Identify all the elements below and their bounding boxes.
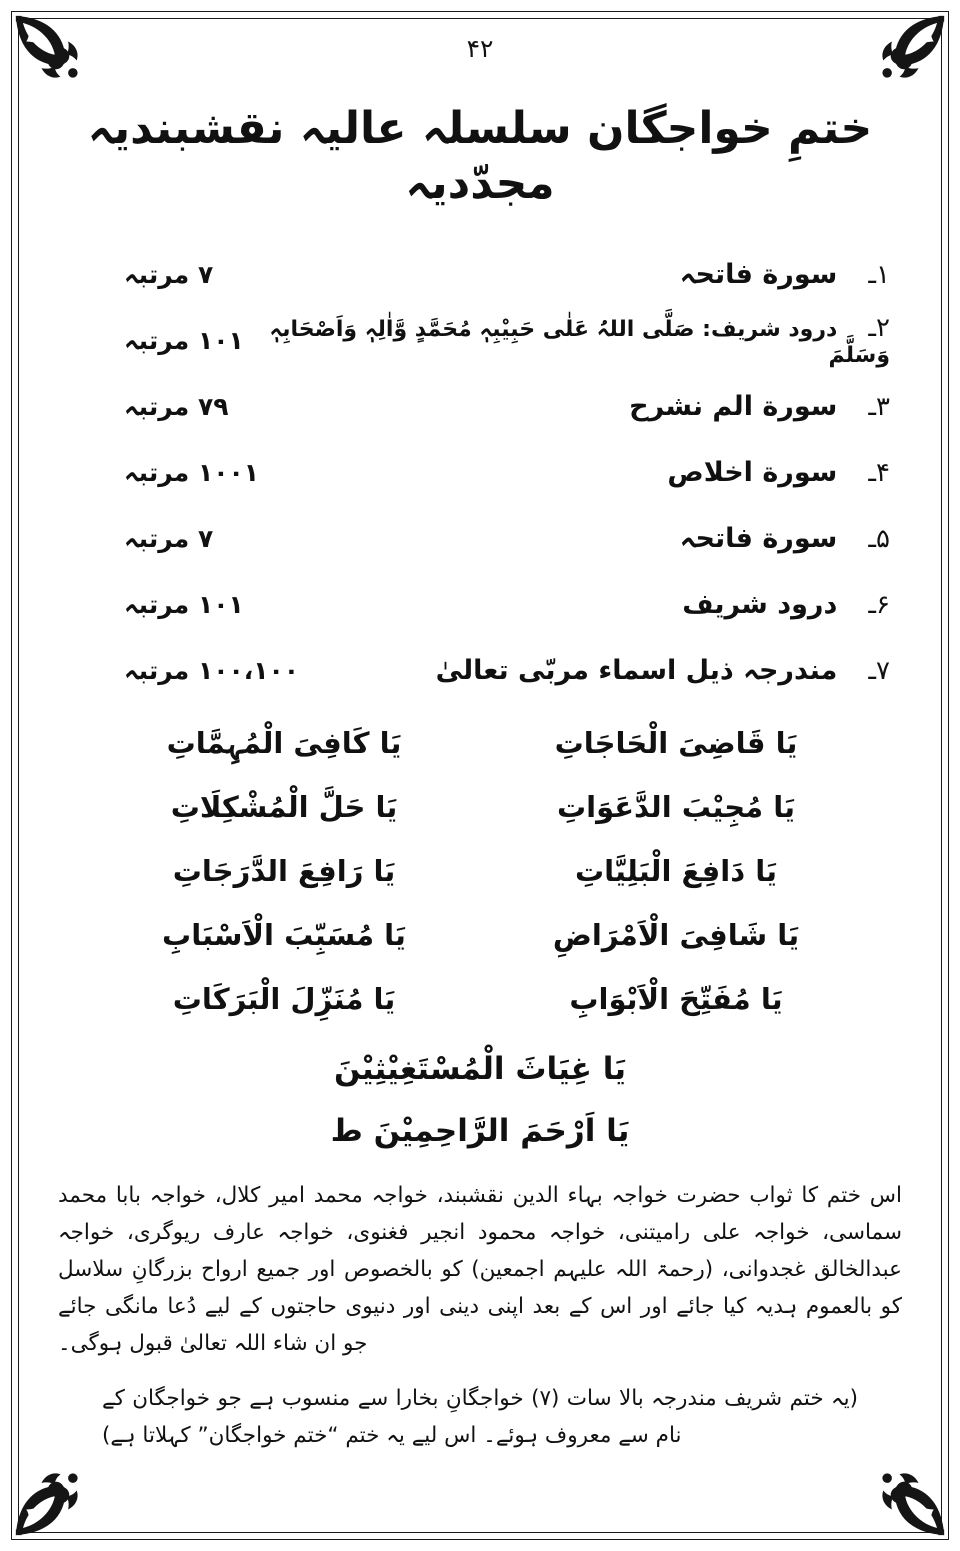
divine-names-grid [58, 711, 902, 1031]
item-count: ۱۰۱ مرتبہ [124, 325, 244, 355]
recitation-item-2 [124, 307, 890, 373]
item-count: ۷ مرتبہ [124, 259, 214, 289]
item-number: ۱ـ [868, 259, 890, 290]
names-row [88, 903, 872, 967]
recitation-label [680, 259, 890, 290]
recitation-label [667, 457, 890, 488]
item-count: ۱۰۰،۱۰۰ مرتبہ [124, 655, 300, 685]
item-number: ۳ـ [868, 391, 890, 422]
divine-name-centered: یَا اَرْحَمَ الرَّاحِمِیْنَ ط [330, 1113, 630, 1149]
item-title: سورة فاتحہ [679, 258, 838, 290]
divine-name: یَا حَلَّ الْمُشْکِلَاتِ [170, 790, 398, 824]
divine-name: یَا رَافِعَ الدَّرَجَاتِ [172, 854, 396, 888]
names-row [88, 839, 872, 903]
names-row [88, 711, 872, 775]
recitation-item-7 [124, 637, 890, 703]
item-number: ۷ـ [868, 655, 890, 686]
page-number: ۴۲ [466, 34, 494, 63]
divine-name: یَا شَافِیَ الْاَمْرَاضِ [552, 918, 800, 952]
item-title: سورة اخلاص [667, 456, 838, 488]
recitation-label [244, 313, 890, 368]
divine-name: یَا مُفَتِّحَ الْاَبْوَابِ [569, 982, 783, 1016]
item-title: درود شریف: صَلَّی اللہُ عَلٰی حَبِیْبِہٖ مُحَمَّدٍ وَّاٰلِہٖ وَاَصْحَابِہٖ وَسَلَّمَ [269, 316, 890, 368]
item-count: ۱۰۰۱ مرتبہ [124, 457, 260, 487]
divine-name: یَا کَافِیَ الْمُہِمَّاتِ [166, 726, 402, 760]
names-row [88, 775, 872, 839]
item-title: سورة فاتحہ [679, 522, 838, 554]
recitation-label [436, 655, 890, 686]
note-paragraph: (یہ ختم شریف مندرجہ بالا سات (۷) خواجگانِ بخارا سے منسوب ہے جو خواجگان کے نام سے معروف ہوئے۔ اس لیے یہ ختم “ختم خواجگان” کہلاتا ہے) [102, 1386, 858, 1448]
divine-name-centered: یَا غِیَاثَ الْمُسْتَغِیْثِیْنَ [333, 1051, 627, 1087]
recitation-item-4 [124, 439, 890, 505]
divine-name: یَا دَافِعَ الْبَلِیَّاتِ [575, 854, 777, 888]
item-number: ۶ـ [868, 589, 890, 620]
dedication-paragraph: اس ختم کا ثواب حضرت خواجہ بہاء الدین نقشبند، خواجہ محمد امیر کلال، خواجہ بابا محمد سماسی، خواجہ علی رامیتنی، خواجہ محمود انجیر فغنوی، خواجہ عارف ریوگری، خواجہ عبدالخالق غجدوانی، (رحمۃ اللہ علیہم اجمعین) کو بالخصوص اور جمیع ارواح بزرگانِ سلاسل کو بالعموم ہدیہ کیا جائے اور اس کے بعد اپنی دینی اور دنیوی حاجتوں کے لیے دُعا مانگی جائے جو ان شاء اللہ تعالیٰ قبول ہوگی۔ [58, 1183, 902, 1356]
item-title: مندرجہ ذیل اسماء مربّی تعالیٰ [435, 654, 838, 686]
recitation-item-1 [124, 241, 890, 307]
recitation-label [629, 391, 890, 422]
item-number: ۲ـ [868, 312, 890, 343]
item-number: ۵ـ [868, 523, 890, 554]
item-count: ۷ مرتبہ [124, 523, 214, 553]
recitation-item-6 [124, 571, 890, 637]
divine-name: یَا قَاضِیَ الْحَاجَاتِ [554, 726, 798, 760]
recitation-item-3 [124, 373, 890, 439]
recitation-item-5 [124, 505, 890, 571]
divine-name: یَا مُنَزِّلَ الْبَرَکَاتِ [172, 982, 396, 1016]
divine-name: یَا مُجِیْبَ الدَّعَوَاتِ [556, 790, 796, 824]
item-number: ۴ـ [868, 457, 890, 488]
page-title: ختمِ خواجگان سلسلہ عالیہ نقشبندیہ مجدّدیہ [87, 103, 873, 209]
item-title: درود شریف [682, 588, 838, 620]
recitation-list [58, 241, 902, 703]
item-title: سورة الم نشرح [629, 390, 838, 422]
recitation-label [682, 589, 890, 620]
item-count: ۷۹ مرتبہ [124, 391, 229, 421]
divine-name: یَا مُسَبِّبَ الْاَسْبَابِ [162, 918, 406, 952]
names-row [88, 967, 872, 1031]
book-page-content [58, 28, 902, 1521]
item-count: ۱۰۱ مرتبہ [124, 589, 244, 619]
recitation-label [680, 523, 890, 554]
